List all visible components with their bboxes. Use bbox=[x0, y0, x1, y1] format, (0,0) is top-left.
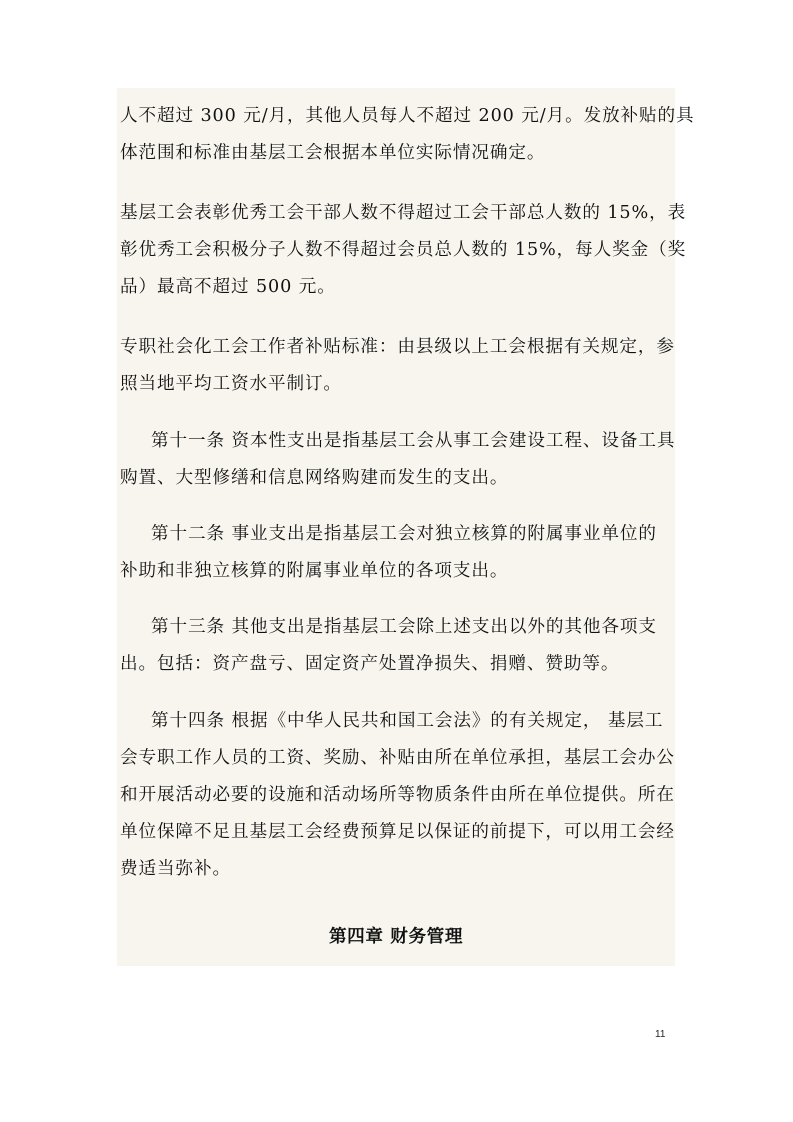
text-line: 照当地平均工资水平制订。 bbox=[120, 374, 342, 394]
text-line: 和开展活动必要的设施和活动场所等物质条件由所在单位提供。所在 bbox=[120, 785, 675, 805]
text-line: 第十二条 事业支出是指基层工会对独立核算的附属事业单位的 bbox=[151, 524, 657, 544]
text-line: 会专职工作人员的工资、奖励、补贴由所在单位承担，基层工会办公 bbox=[120, 748, 675, 768]
article-14 bbox=[120, 703, 673, 888]
page-number: 11 bbox=[655, 1029, 666, 1040]
text-line: 专职社会化工会工作者补贴标准：由县级以上工会根据有关规定，参 bbox=[120, 337, 675, 357]
paragraph-commendation bbox=[120, 195, 687, 306]
paragraph-social-worker-subsidy bbox=[120, 329, 673, 403]
text-line: 购置、大型修缮和信息网络购建而发生的支出。 bbox=[120, 468, 509, 488]
text-line: 出。包括：资产盘亏、固定资产处置净损失、捐赠、赞助等。 bbox=[120, 654, 620, 674]
chapter-heading: 第四章 财务管理 bbox=[328, 926, 464, 947]
text-line: 彰优秀工会积极分子人数不得超过会员总人数的 15%，每人奖金（奖 bbox=[120, 240, 687, 260]
paragraph-subsidy-limit bbox=[120, 98, 695, 172]
text-line: 第十一条 资本性支出是指基层工会从事工会建设工程、设备工具 bbox=[151, 431, 676, 451]
text-line: 第十三条 其他支出是指基层工会除上述支出以外的其他各项支 bbox=[151, 617, 657, 637]
text-line: 人不超过 300 元/月，其他人员每人不超过 200 元/月。发放补贴的具 bbox=[120, 106, 695, 126]
text-line: 费适当弥补。 bbox=[120, 859, 231, 879]
document-text-block bbox=[117, 88, 695, 966]
text-line: 品）最高不超过 500 元。 bbox=[120, 277, 336, 297]
article-11 bbox=[120, 423, 676, 497]
article-12 bbox=[120, 516, 673, 590]
text-line: 体范围和标准由基层工会根据本单位实际情况确定。 bbox=[120, 143, 546, 163]
text-line: 基层工会表彰优秀工会干部人数不得超过工会干部总人数的 15%，表 bbox=[120, 203, 687, 223]
text-line: 单位保障不足且基层工会经费预算足以保证的前提下，可以用工会经 bbox=[120, 822, 675, 842]
text-line: 补助和非独立核算的附属事业单位的各项支出。 bbox=[120, 561, 509, 581]
article-13 bbox=[120, 609, 673, 683]
text-line: 第十四条 根据《中华人民共和国工会法》的有关规定， 基层工 bbox=[151, 711, 664, 731]
